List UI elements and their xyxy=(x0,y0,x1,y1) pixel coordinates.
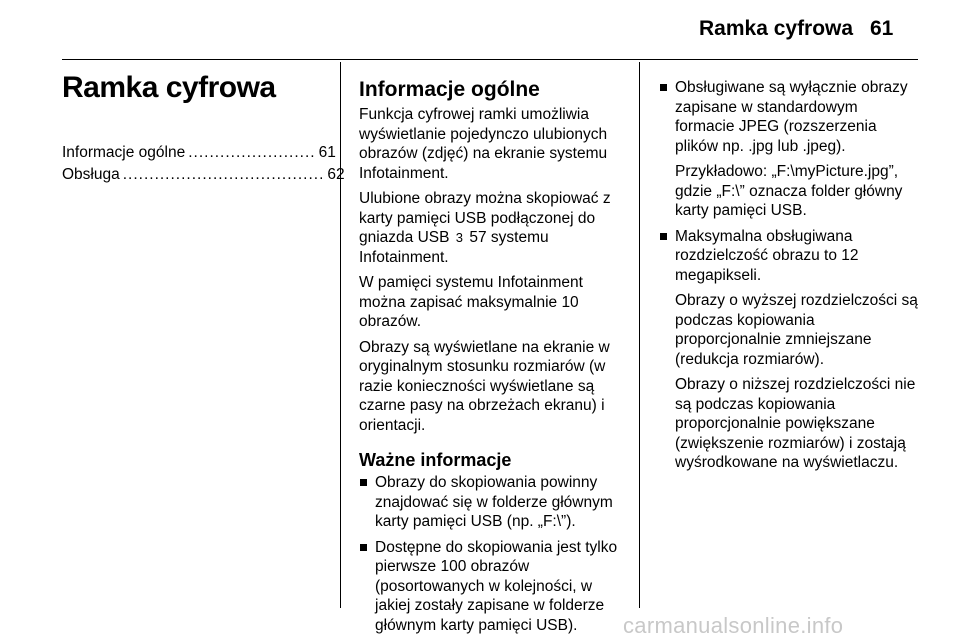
column-divider-right xyxy=(639,62,640,608)
toc-entry-label: Obsługa xyxy=(62,166,120,183)
toc-entry-page: 61 xyxy=(318,144,336,161)
list-item-text: Obsługiwane są wyłącznie obrazy zapisane w standardowym formacie JPEG (rozszerzenia plików np. .jpg lub .jpeg). xyxy=(675,79,908,155)
general-paragraph-1: Funkcja cyfrowej ramki umożliwia wyświetlanie pojedynczo ulubionych obrazów (zdjęć) na ekranie systemu Infotainment. xyxy=(359,106,608,182)
list-item-text: Dostępne do skopiowania jest tylko pierwsze 100 obrazów (posortowanych w kolejności, w jakiej zostały zapisane w folderze głównym karty pamięci USB). xyxy=(375,538,618,634)
general-paragraph-2 xyxy=(359,189,627,267)
general-paragraph-4: Obrazy są wyświetlane na ekranie w oryginalnym stosunku rozmiarów (w razie konieczności wyświetlane są czarne pasy na obrzeżach ekranu) i orientacji. xyxy=(359,338,610,434)
toc-leader-dots: ...................................... xyxy=(122,166,325,183)
toc-entry-general[interactable] xyxy=(62,142,336,164)
bullet-square-icon xyxy=(660,233,667,240)
paragraph-text: Ulubione obrazy można skopiować z karty pamięci USB podłączonej do gniazda USB xyxy=(359,190,611,246)
requirements-list xyxy=(659,78,921,473)
general-info-heading: Informacje ogólne xyxy=(359,78,540,101)
important-info-heading: Ważne informacje xyxy=(359,450,512,470)
general-paragraph-3: W pamięci systemu Infotainment można zapisać maksymalnie 10 obrazów. xyxy=(359,274,583,330)
general-info-column xyxy=(359,78,627,641)
requirements-column xyxy=(659,78,921,479)
bullet-square-icon xyxy=(360,479,367,486)
toc-entry-page: 62 xyxy=(327,166,345,183)
page-header-title: Ramka cyfrowa xyxy=(699,17,854,40)
toc-entry-operation[interactable] xyxy=(62,164,345,186)
page-number: 61 xyxy=(870,17,894,40)
list-item-note: Przykładowo: „F:\myPicture.jpg”, gdzie „F:\” oznacza folder główny karty pamięci USB. xyxy=(675,163,903,219)
list-item xyxy=(359,538,627,636)
list-item-note: Obrazy o wyższej rozdzielczości są podczas kopiowania proporcjonalnie zmniejszane (redukcja rozmiarów). xyxy=(675,292,918,368)
list-item-text: Maksymalna obsługiwana rozdzielczość obrazu to 12 megapikseli. xyxy=(675,227,859,284)
list-item-note: Obrazy o niższej rozdzielczości nie są podczas kopiowania proporcjonalnie powiększane (zwiększenie rozmiarów) i zostają wyśrodkowane na wyświetlaczu. xyxy=(675,376,916,471)
page-reference-icon: 3 xyxy=(455,230,464,245)
toc-entry-label: Informacje ogólne xyxy=(62,144,186,161)
list-item xyxy=(659,78,921,221)
bullet-square-icon xyxy=(360,544,367,551)
list-item xyxy=(359,473,627,532)
paragraph-text: 57 systemu Infotainment. xyxy=(359,229,549,266)
list-item-text: Obrazy do skopiowania powinny znajdować się w folderze głównym karty pamięci USB (np. „F:\”). xyxy=(375,474,613,530)
column-divider-left xyxy=(340,62,341,608)
site-watermark: carmanualsonline.info xyxy=(623,613,844,638)
header-rule xyxy=(62,59,918,60)
chapter-title: Ramka cyfrowa xyxy=(62,71,276,104)
important-info-list xyxy=(359,473,627,635)
bullet-square-icon xyxy=(660,84,667,91)
list-item xyxy=(659,227,921,473)
toc-leader-dots: ........................ xyxy=(188,144,316,161)
toc-column xyxy=(62,70,345,186)
